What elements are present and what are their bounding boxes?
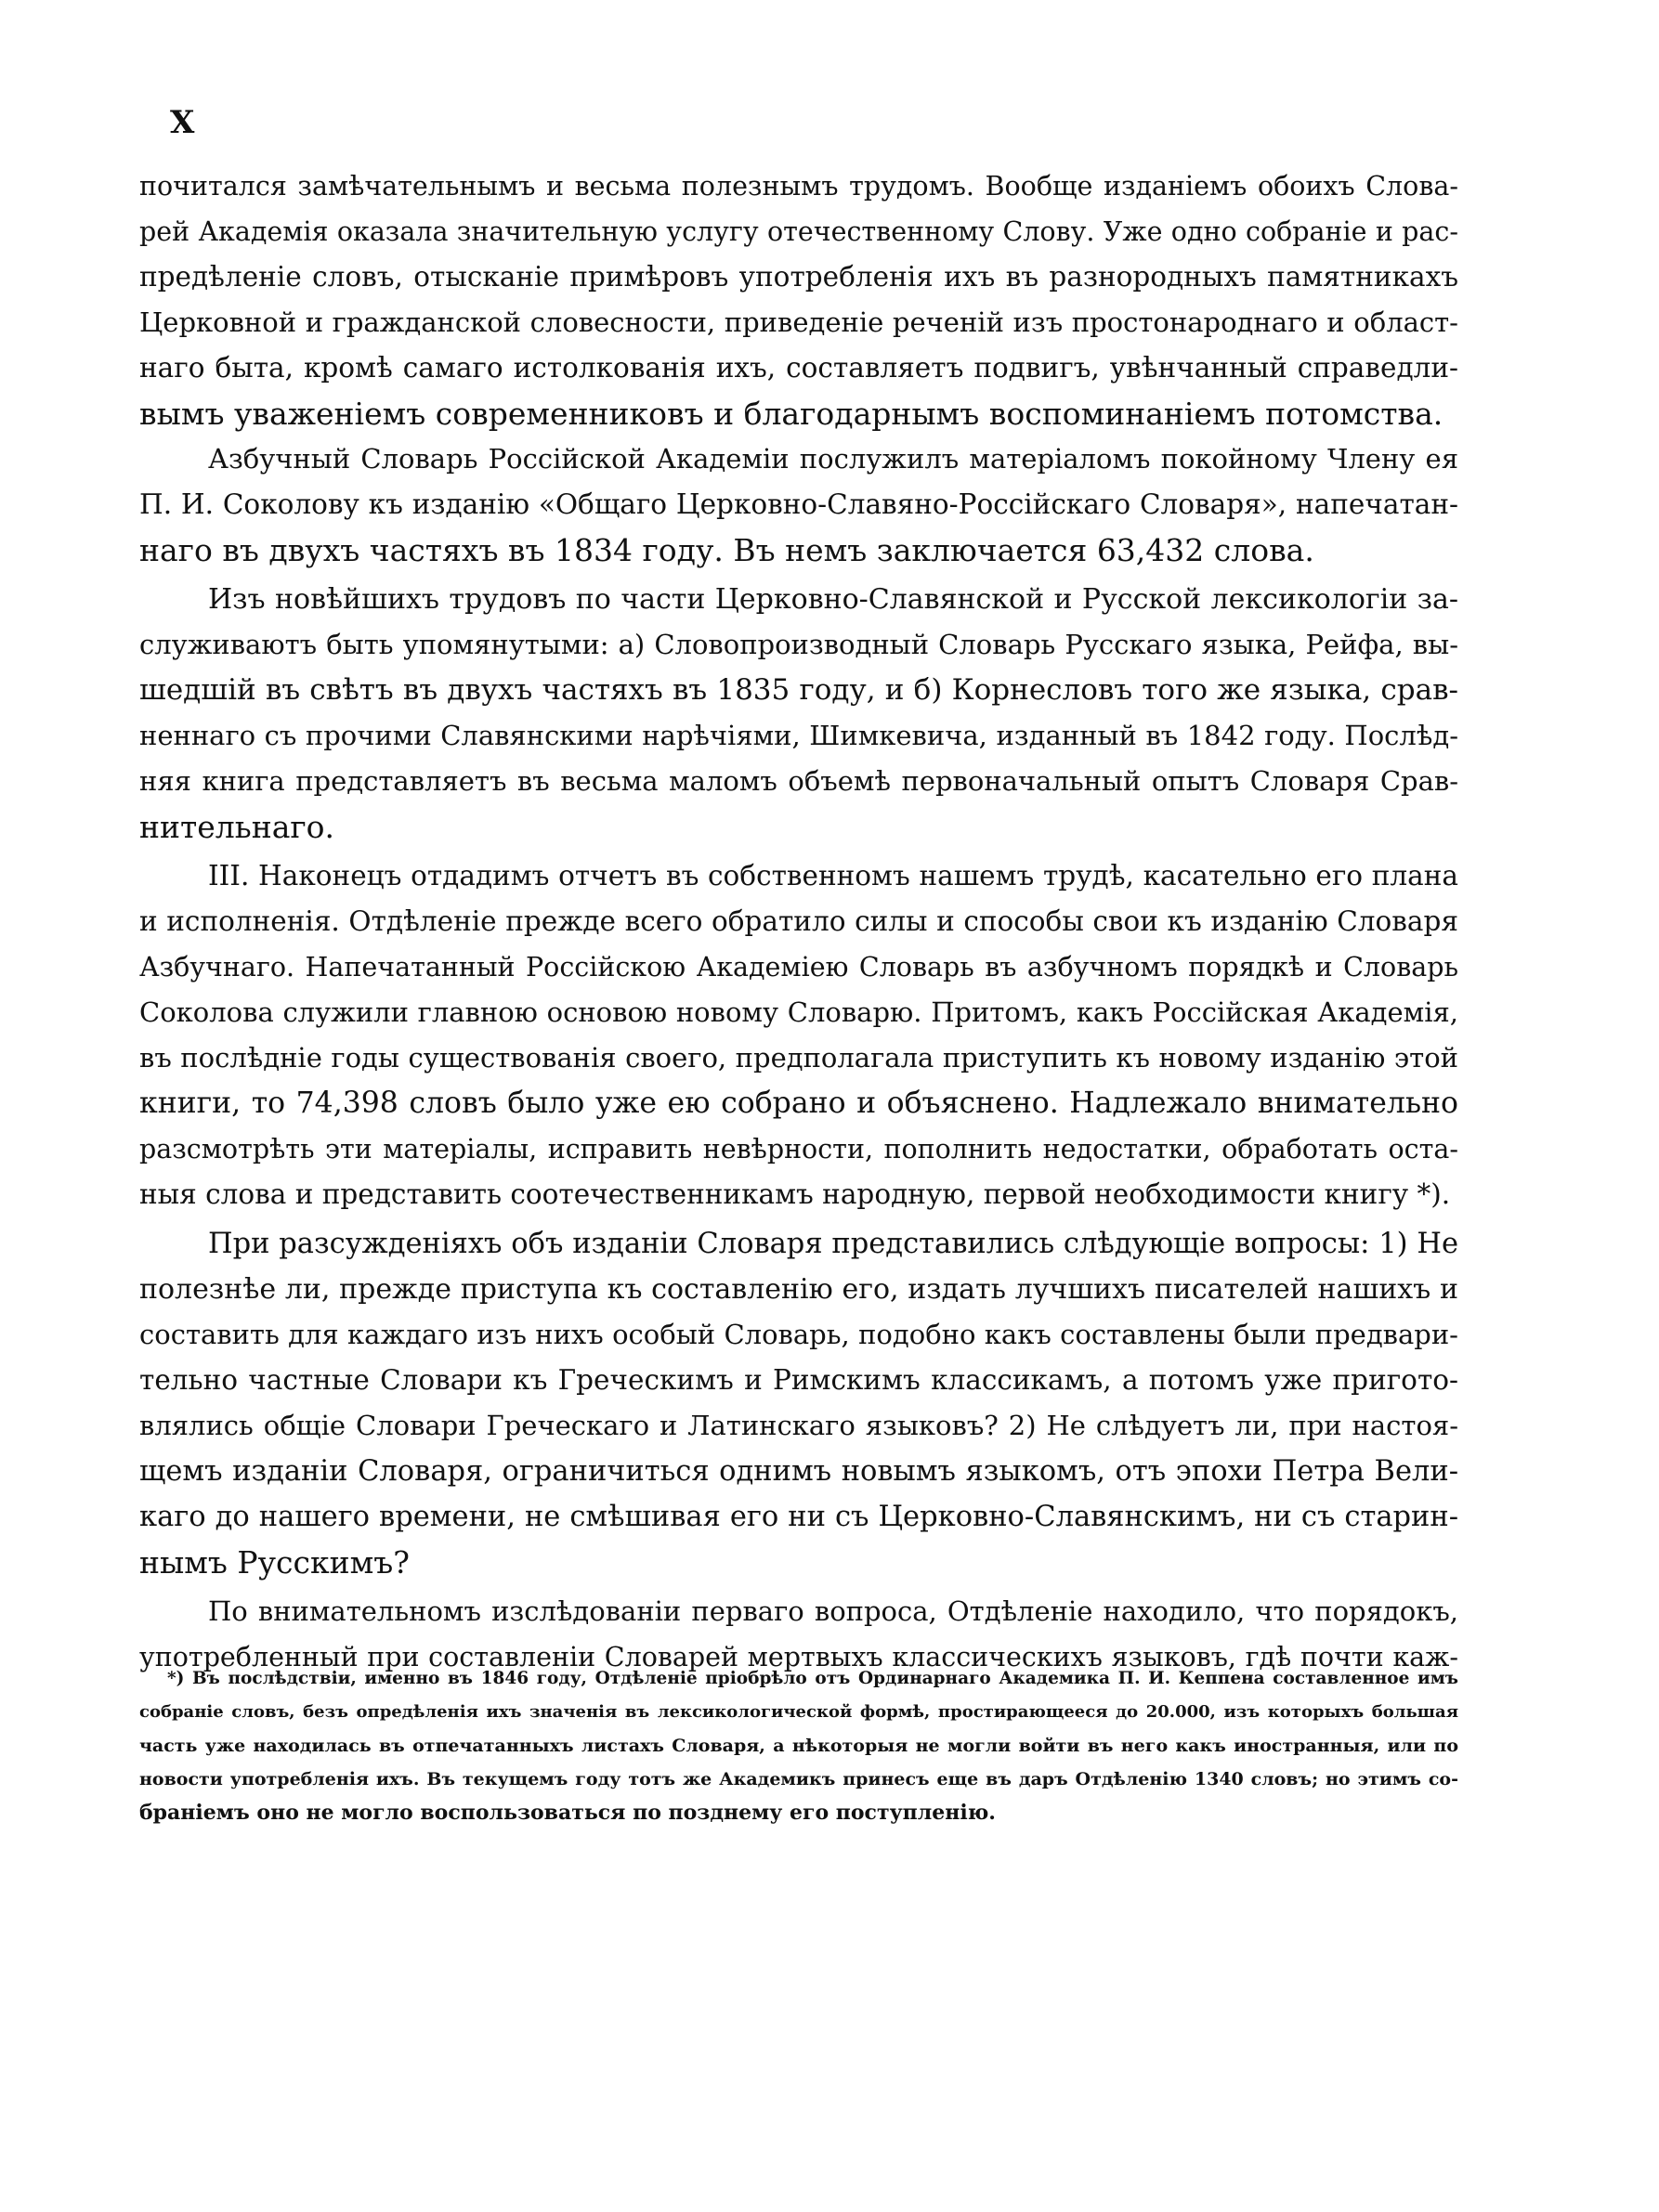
text-line: наго быта, кромѣ самаго истолкованія ихъ, составляетъ подвигъ, увѣнчанный справедли-	[139, 352, 1458, 384]
page-number: X	[170, 104, 197, 141]
text-line: рей Академія оказала значительную услугу отечественному Слову. Уже одно собраніе и рас-	[139, 216, 1458, 247]
text-line: составить для каждаго изъ нихъ особый Словарь, подобно какъ составлены были предвари-	[139, 1319, 1458, 1350]
footnote	[139, 1662, 1458, 1829]
text-line: нительнаго.	[139, 809, 335, 845]
text-line: нымъ Русскимъ?	[139, 1544, 410, 1581]
text-line: полезнѣе ли, прежде приступа къ составленію его, издать лучшихъ писателей нашихъ и	[139, 1273, 1458, 1306]
text-line: III. Наконецъ отдадимъ отчетъ въ собственномъ нашемъ трудѣ, касательно его плана	[208, 860, 1458, 891]
text-line: книги, то 74,398 словъ было уже ею собрано и объяснено. Надлежало внимательно	[139, 1086, 1458, 1120]
text-line: каго до нашего времени, не смѣшивая его ни съ Церковно-Славянскимъ, ни съ старин-	[139, 1501, 1458, 1533]
text-line: тельно частные Словари къ Греческимъ и Римскимъ классикамъ, а потомъ уже пригото-	[139, 1364, 1458, 1396]
body-text	[139, 163, 1458, 1680]
text-line: почитался замѣчательнымъ и весьма полезнымъ трудомъ. Вообще изданіемъ обоихъ Слова-	[139, 171, 1458, 202]
text-line: служиваютъ быть упомянутыми: а) Словопроизводный Словарь Русскаго языка, Рейфа, вы-	[139, 629, 1458, 660]
text-line: предѣленіе словъ, отысканіе примѣровъ употребленія ихъ въ разнородныхъ памятникахъ	[139, 261, 1458, 293]
text-line: Азбучнаго. Напечатанный Россійскою Академіею Словарь въ азбучномъ порядкѣ и Словарь	[139, 952, 1458, 982]
text-line: шедшій въ свѣтъ въ двухъ частяхъ въ 1835 году, и б) Корнесловъ того же языка, срав-	[139, 673, 1458, 707]
text-line: П. И. Соколову къ изданію «Общаго Церковно-Славяно-Россійскаго Словаря», напечатан-	[139, 488, 1458, 520]
text-line: няя книга представляетъ въ весьма маломъ объемѣ первоначальный опытъ Словаря Срав-	[139, 765, 1458, 797]
footnote-line: *) Въ послѣдствіи, именно въ 1846 году, Отдѣленіе пріобрѣло отъ Ординарнаго Академика П. И. Кеппена составленное имъ	[167, 1669, 1458, 1688]
text-line: влялись общіе Словари Греческаго и Латинскаго языковъ? 2) Не слѣдуетъ ли, при настоя-	[139, 1410, 1458, 1441]
text-line: щемъ изданіи Словаря, ограничиться однимъ новымъ языкомъ, отъ эпохи Петра Вели-	[139, 1455, 1458, 1488]
text-line: По внимательномъ изслѣдованіи перваго вопроса, Отдѣленіе находило, что порядокъ,	[208, 1595, 1458, 1627]
text-line: въ послѣдніе годы существованія своего, предполагала приступить къ новому изданію этой	[139, 1042, 1458, 1073]
text-line: вымъ уваженіемъ современниковъ и благодарнымъ воспоминаніемъ потомства.	[139, 396, 1443, 432]
text-line: При разсужденіяхъ объ изданіи Словаря представились слѣдующіе вопросы: 1) Не	[208, 1228, 1458, 1260]
text-line: Церковной и гражданской словесности, приведеніе реченій изъ простонароднаго и област-	[139, 306, 1458, 338]
text-line: Изъ новѣйшихъ трудовъ по части Церковно-Славянской и Русской лексикологіи за-	[208, 583, 1458, 616]
text-line: употребленный при составленіи Словарей мертвыхъ классическихъ языковъ, гдѣ почти каж-	[139, 1642, 1458, 1672]
text-line: наго въ двухъ частяхъ въ 1834 году. Въ немъ заключается 63,432 слова.	[139, 532, 1314, 568]
footnote-line: собраніе словъ, безъ опредѣленія ихъ значенія въ лексикологической формѣ, простирающееся до 20.000, изъ которыхъ большая	[139, 1702, 1458, 1722]
footnote-line: браніемъ оно не могло воспользоваться по позднему его поступленію.	[139, 1801, 996, 1825]
text-line: и исполненія. Отдѣленіе прежде всего обратило силы и способы свои къ изданію Словаря	[139, 905, 1458, 937]
text-line: неннаго съ прочими Славянскими нарѣчіями, Шимкевича, изданный въ 1842 году. Послѣд-	[139, 720, 1458, 751]
text-line: Соколова служили главною основою новому Словарю. Притомъ, какъ Россійская Академія,	[139, 996, 1458, 1028]
text-line: Азбучный Словарь Россійской Академіи послужилъ матеріаломъ покойному Члену ея	[208, 443, 1458, 475]
footnote-line: новости употребленія ихъ. Въ текущемъ году тотъ же Академикъ принесъ еще въ даръ Отдѣленію 1340 словъ; но этимъ со-	[139, 1769, 1458, 1789]
text-line: разсмотрѣть эти матеріалы, исправить невѣрности, пополнить недостатки, обработать оста-	[139, 1134, 1458, 1165]
text-line: ныя слова и представить соотечественникамъ народную, первой необходимости книгу *).	[139, 1178, 1451, 1210]
footnote-line: часть уже находилась въ отпечатанныхъ листахъ Словаря, а нѣкоторыя не могли войти въ него какъ иностранныя, или по	[139, 1736, 1458, 1756]
